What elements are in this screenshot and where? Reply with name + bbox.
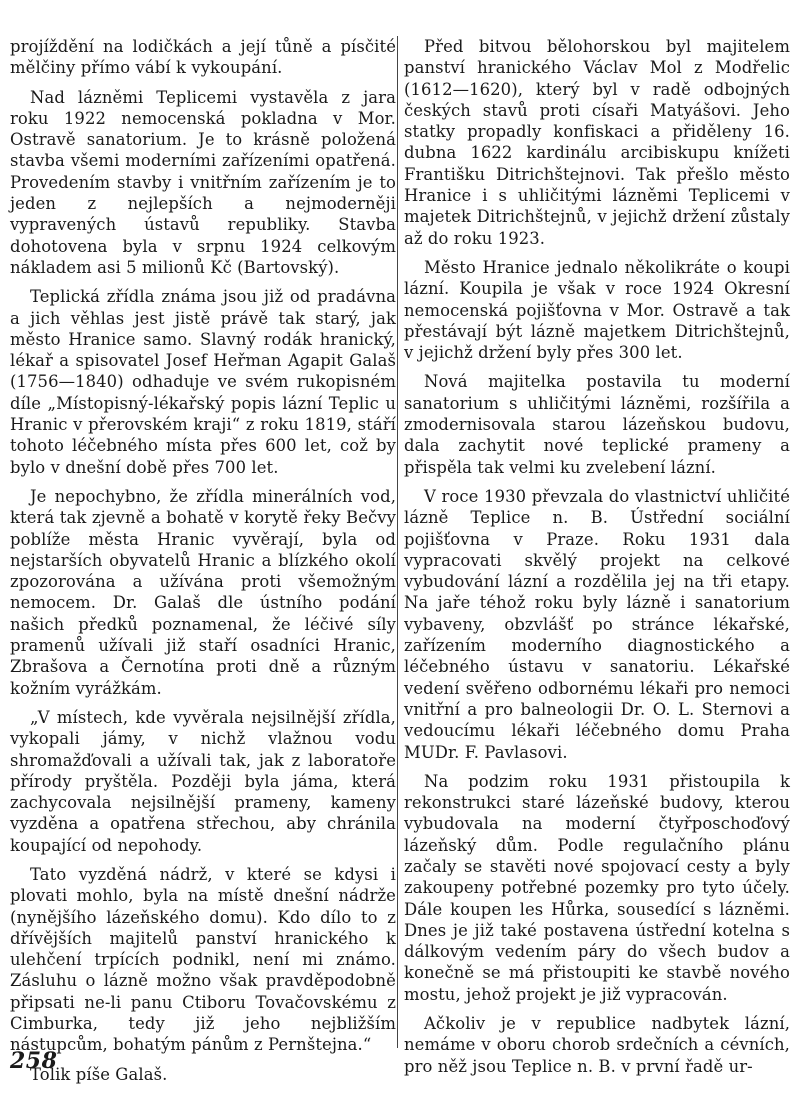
- paragraph: Tolik píše Galaš.: [30, 1064, 168, 1084]
- paragraph: V roce 1930 převzala do vlastnictví uhličité lázně Teplice n. B. Ústřední sociální pojišťovna v Praze. Roku 1931 dala vypracovati skvělý projekt na celkové vybudování lázní a rozdělila jej na tři etapy. Na jaře téhož roku byly lázně i sanatorium vybaveny, obzvlášť po stránce lékařské, zařízením moderního diagnostického a léčebného ústavu v sanatoriu. Lékařské vedení svěřeno odbornému lékaři pro nemoci vnitřní a pro balneologii Dr. O. L. Sternovi a vedoucímu lékaři léčebného domu Praha MUDr. F. Pavlasovi.: [404, 486, 790, 762]
- paragraph: Tato vyzděná nádrž, v které se kdysi i plovati mohlo, byla na místě dnešní nádrže (nynějšího lázeňského domu). Kdo dílo to z dřívějších majitelů panství hranického k ulehčení trpících podnikl, není mi známo. Zásluhu o lázně možno však pravděpodobně připsati ne-li panu Ctiboru Tovačovskému z Cimburka, tedy již jeho nejbližším nástupcům, bohatým pánům z Pernštejna.“: [10, 864, 396, 1055]
- column-divider: [397, 36, 398, 1048]
- left-column: [10, 36, 396, 1093]
- paragraph: projíždění na lodičkách a její tůně a písčité mělčiny přímo vábí k vykoupání.: [10, 37, 396, 78]
- paragraph: Teplická zřídla známa jsou již od pradávna a jich věhlas jest jistě právě tak starý, jak město Hranice samo. Slavný rodák hranický, lékař a spisovatel Josef Heřman Agapit Galaš (1756—1840) odhaduje ve svém rukopisném díle „Místopisný-lékařský popis lázní Teplic u Hranic v přerovském kraji“ z roku 1819, stáří tohoto léčebného místa přes 600 let, což by bylo v dnešní době přes 700 let.: [10, 287, 396, 477]
- paragraph: Před bitvou bělohorskou byl majitelem panství hranického Václav Mol z Modřelic (1612—1620), který byl v radě odbojných českých stavů proti císaři Matyášovi. Jeho statky propadly konfiskaci a přiděleny 16. dubna 1622 kardinálu arcibiskupu knížeti Františku Ditrichštejnovi. Tak přešlo město Hranice i s uhličitými lázněmi Teplicemi v majetek Ditrichštejnů, v jejichž držení zůstaly až do roku 1923.: [404, 37, 790, 248]
- paragraph: Ačkoliv je v republice nadbytek lázní, nemáme v oboru chorob srdečních a cévních, pro něž jsou Teplice n. B. v první řadě ur-: [404, 1014, 790, 1076]
- paragraph: Nová majitelka postavila tu moderní sanatorium s uhličitými lázněmi, rozšířila a zmodernisovala starou lázeňskou budovu, dala zachytit nové teplické prameny a přispěla tak velmi ku zvelebení lázní.: [404, 372, 790, 477]
- paragraph: Nad lázněmi Teplicemi vystavěla z jara roku 1922 nemocenská pokladna v Mor. Ostravě sanatorium. Je to krásně položená stavba všemi moderními zařízeními opatřená. Provedením stavby i vnitřním zařízením je to jeden z nejlepších a nejmoderněji vypravených ústavů republiky. Stavba dohotovena byla v srpnu 1924 celkovým nákladem asi 5 milionů Kč (Bartovský).: [10, 87, 396, 277]
- paragraph: Město Hranice jednalo několikráte o koupi lázní. Koupila je však v roce 1924 Okresní nemocenská pojišťovna v Mor. Ostravě a tak přestávají být lázně majetkem Ditrichštejnů, v jejichž držení byly přes 300 let.: [404, 257, 790, 363]
- page-number: 258: [10, 1048, 58, 1074]
- paragraph: Na podzim roku 1931 přistoupila k rekonstrukci staré lázeňské budovy, kterou vybudovala na moderní čtyřposchoďový lázeňský dům. Podle regulačního plánu začaly se stavěti nové spojovací cesty a byly zakoupeny potřebné pozemky pro tyto účely. Dále koupen les Hůrka, sousedící s lázněmi. Dnes je již také postavena ústřední kotelna s dálkovým vedením páry do všech budov a konečně se má přistoupiti ke stavbě nového mostu, jehož projekt je již vypracován.: [404, 771, 790, 1004]
- paragraph: Je nepochybno, že zřídla minerálních vod, která tak zjevně a bohatě v korytě řeky Bečvy poblíže města Hranic vyvěrají, byla od nejstarších obyvatelů Hranic a blízkého okolí zpozorována a užívána proti všemožným nemocem. Dr. Galaš dle ústního podání našich předků poznamenal, že léčivé síly pramenů užívali již staří osadníci Hranic, Zbrašova a Černotína proti dně a různým kožním vyrážkám.: [10, 486, 396, 698]
- paragraph: „V místech, kde vyvěrala nejsilnější zřídla, vykopali jámy, v nichž vlažnou vodu shromažďovali a užívali tak, jak z laboratoře přírody pryštěla. Později byla jáma, která zachycovala nejsilnější prameny, kameny vyzděna a opatřena střechou, aby chránila koupající od nepohody.: [10, 707, 396, 855]
- right-column: [404, 36, 790, 1085]
